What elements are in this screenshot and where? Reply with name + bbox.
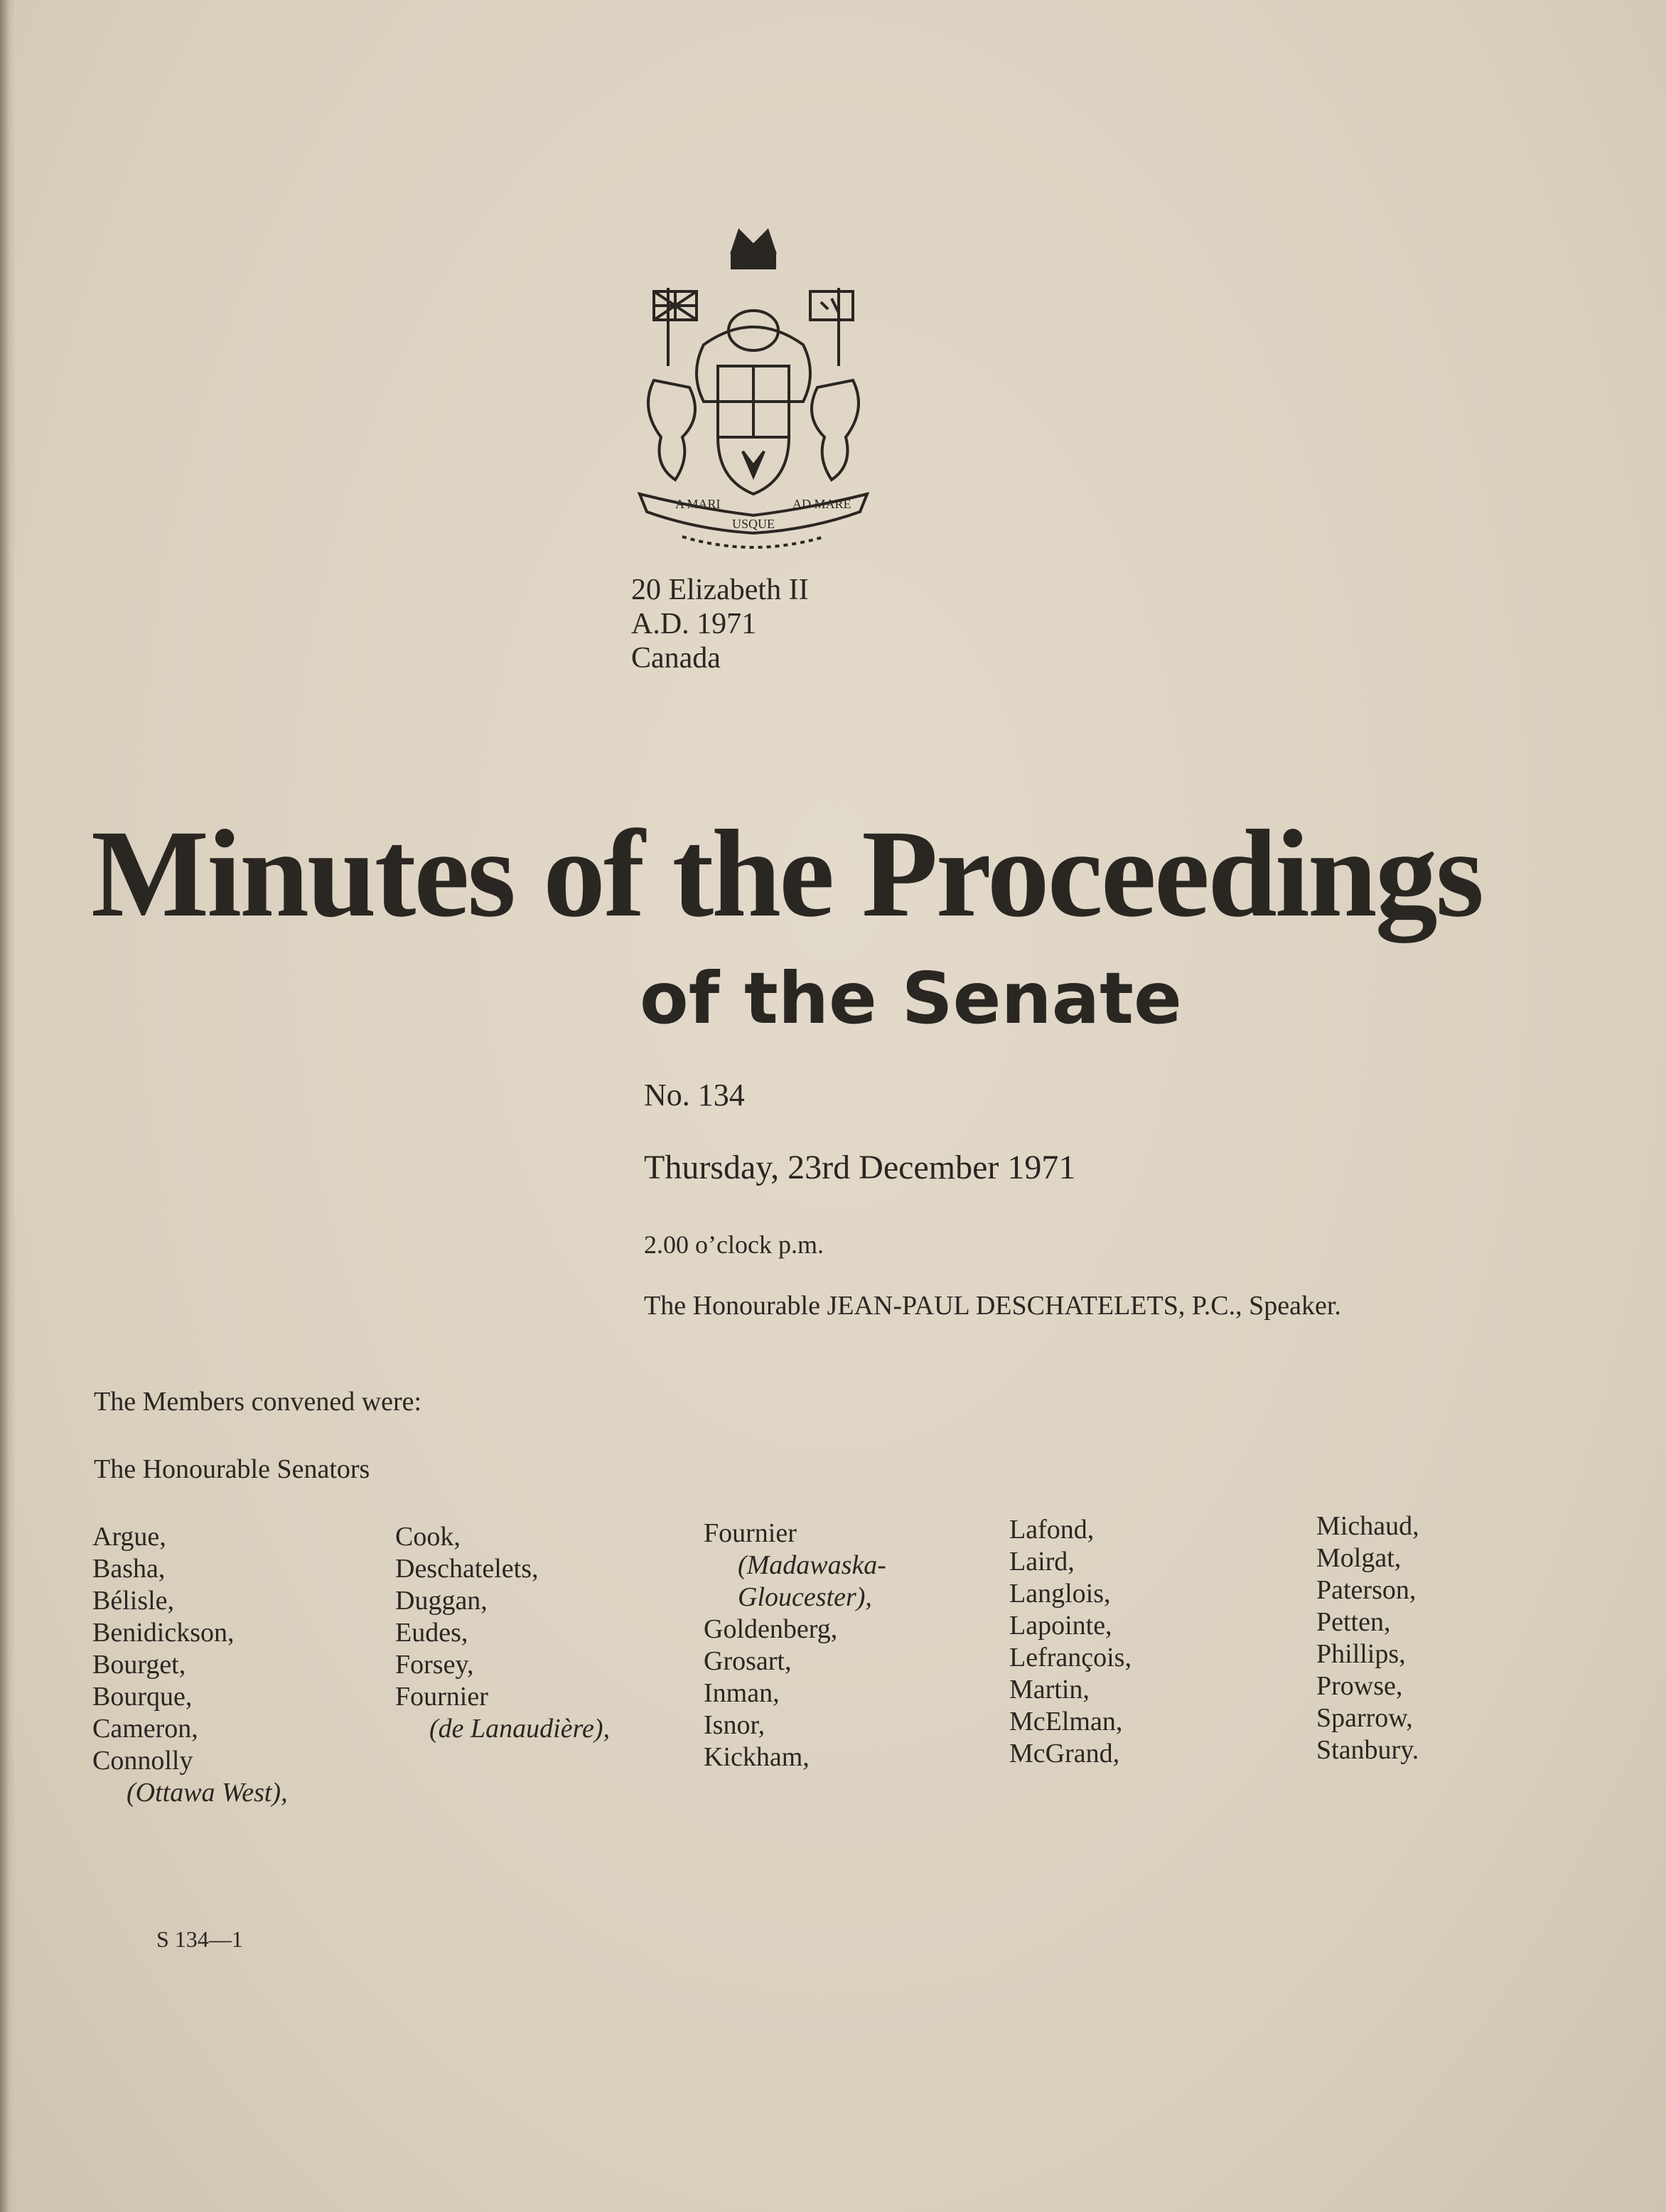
senators-column-3 [704, 1518, 886, 1773]
sitting-time: 2.00 o’clock p.m. [644, 1230, 824, 1259]
senator-division: (Madawaska- [738, 1550, 886, 1580]
canada-coat-of-arms-icon [625, 224, 881, 558]
senator-name: McElman, [1009, 1707, 1123, 1736]
senator-name: Bourget, [92, 1650, 186, 1680]
motto-right: AD MARE [792, 497, 851, 511]
senator-name: Deschatelets, [395, 1554, 539, 1584]
page-title: Minutes of the Proceedings [91, 805, 1483, 943]
regnal-year-block [631, 573, 809, 675]
senators-column-2 [395, 1521, 610, 1745]
footer-code: S 134—1 [156, 1926, 243, 1952]
senator-name: Forsey, [395, 1650, 474, 1680]
senator-name: Lefrançois, [1009, 1643, 1132, 1673]
senator-name: Isnor, [704, 1710, 765, 1740]
page-subtitle: of the Senate [640, 957, 1182, 1040]
senator-name: Grosart, [704, 1646, 792, 1676]
senator-name: Eudes, [395, 1618, 468, 1648]
senator-name: Connolly [92, 1746, 193, 1776]
issue-number: No. 134 [644, 1078, 745, 1112]
senator-name: Bourque, [92, 1682, 193, 1712]
senator-name: Stanbury. [1316, 1735, 1419, 1765]
senator-name: Paterson, [1316, 1575, 1417, 1605]
ad-year: A.D. 1971 [631, 608, 757, 640]
senator-name: Prowse, [1316, 1671, 1403, 1701]
sitting-date: Thursday, 23rd December 1971 [644, 1149, 1076, 1186]
senators-column-4 [1009, 1514, 1132, 1770]
senator-name: Sparrow, [1316, 1703, 1413, 1733]
senator-name: Lafond, [1009, 1515, 1095, 1545]
page-binding-edge [0, 0, 16, 2212]
senator-name: Benidickson, [92, 1618, 235, 1648]
senator-name: Bélisle, [92, 1586, 175, 1616]
senators-column-1 [92, 1521, 288, 1809]
senator-name: Laird, [1009, 1547, 1075, 1577]
senator-name: Langlois, [1009, 1579, 1111, 1609]
senator-name: Petten, [1316, 1607, 1391, 1637]
senator-name: Fournier [395, 1682, 488, 1712]
senator-division: Gloucester), [738, 1582, 872, 1612]
members-convened: The Members convened were: [94, 1387, 422, 1417]
senator-name: Phillips, [1316, 1639, 1406, 1669]
senator-name: Molgat, [1316, 1543, 1402, 1573]
senator-name: Cook, [395, 1522, 461, 1552]
senator-name: Basha, [92, 1554, 166, 1584]
senator-name: Duggan, [395, 1586, 488, 1616]
senators-column-5 [1316, 1510, 1419, 1766]
senator-name: Goldenberg, [704, 1614, 838, 1644]
speaker-line: The Honourable JEAN-PAUL DESCHATELETS, P.C., Speaker. [644, 1291, 1341, 1321]
senator-name: Cameron, [92, 1714, 198, 1744]
senator-division: (de Lanaudière), [429, 1714, 610, 1744]
senator-name: Martin, [1009, 1675, 1090, 1704]
senator-name: Argue, [92, 1522, 166, 1552]
senator-division: (Ottawa West), [127, 1778, 288, 1808]
senator-name: Michaud, [1316, 1511, 1419, 1541]
senator-name: Fournier [704, 1518, 797, 1548]
senator-name: Kickham, [704, 1742, 810, 1772]
country: Canada [631, 642, 721, 675]
senator-name: McGrand, [1009, 1739, 1120, 1768]
senator-name: Inman, [704, 1678, 780, 1708]
regnal-year: 20 Elizabeth II [631, 574, 809, 606]
senator-name: Lapointe, [1009, 1611, 1112, 1641]
senators-heading: The Honourable Senators [94, 1454, 370, 1484]
motto-center: USQUE [732, 517, 775, 531]
motto-left: A MARI [675, 497, 721, 511]
